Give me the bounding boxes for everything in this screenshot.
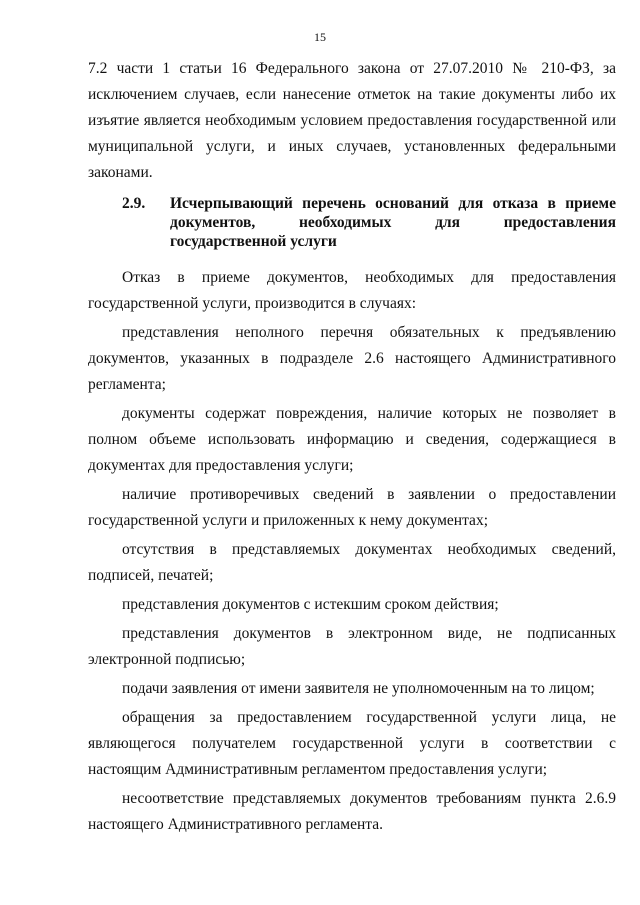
intro-paragraph: 7.2 части 1 статьи 16 Федерального закона от 27.07.2010 № 210-ФЗ, за исключением случаев, если нанесение отметок на такие документы либо их изъятие является необходимым условием предоставления государственной или муниципальной услуги, и иных случаев, установленных федеральными законами. — [88, 60, 616, 181]
section-title: Исчерпывающий перечень оснований для отказа в приеме документов, необходимых для предоставления государственной услуги — [170, 195, 616, 250]
list-item: обращения за предоставлением государственной услуги лица, не являющегося получателем государственной услуги в соответствии с настоящим Административным регламентом предоставления услуги; — [88, 709, 616, 778]
list-item: отсутствия в представляемых документах необходимых сведений, подписей, печатей; — [88, 541, 616, 584]
section-heading — [88, 194, 616, 251]
document-body — [88, 56, 616, 838]
list-item: подачи заявления от имени заявителя не уполномоченным на то лицом; — [122, 680, 595, 697]
page-number: 15 — [314, 30, 326, 44]
list-item: представления документов в электронном виде, не подписанных электронной подписью; — [88, 625, 616, 668]
list-item: представления документов с истекшим сроком действия; — [122, 596, 499, 613]
list-item: несоответствие представляемых документов требованиям пункта 2.6.9 настоящего Административного регламента. — [88, 790, 616, 833]
section-number: 2.9. — [122, 195, 146, 212]
list-item: документы содержат повреждения, наличие которых не позволяет в полном объеме использовать информацию и сведения, содержащиеся в документах для предоставления услуги; — [88, 405, 616, 474]
list-item: представления неполного перечня обязательных к предъявлению документов, указанных в подразделе 2.6 настоящего Административного регламента; — [88, 324, 616, 393]
list-item: наличие противоречивых сведений в заявлении о предоставлении государственной услуги и приложенных к нему документах; — [88, 486, 616, 529]
lead-paragraph: Отказ в приеме документов, необходимых для предоставления государственной услуги, производится в случаях: — [88, 269, 616, 312]
